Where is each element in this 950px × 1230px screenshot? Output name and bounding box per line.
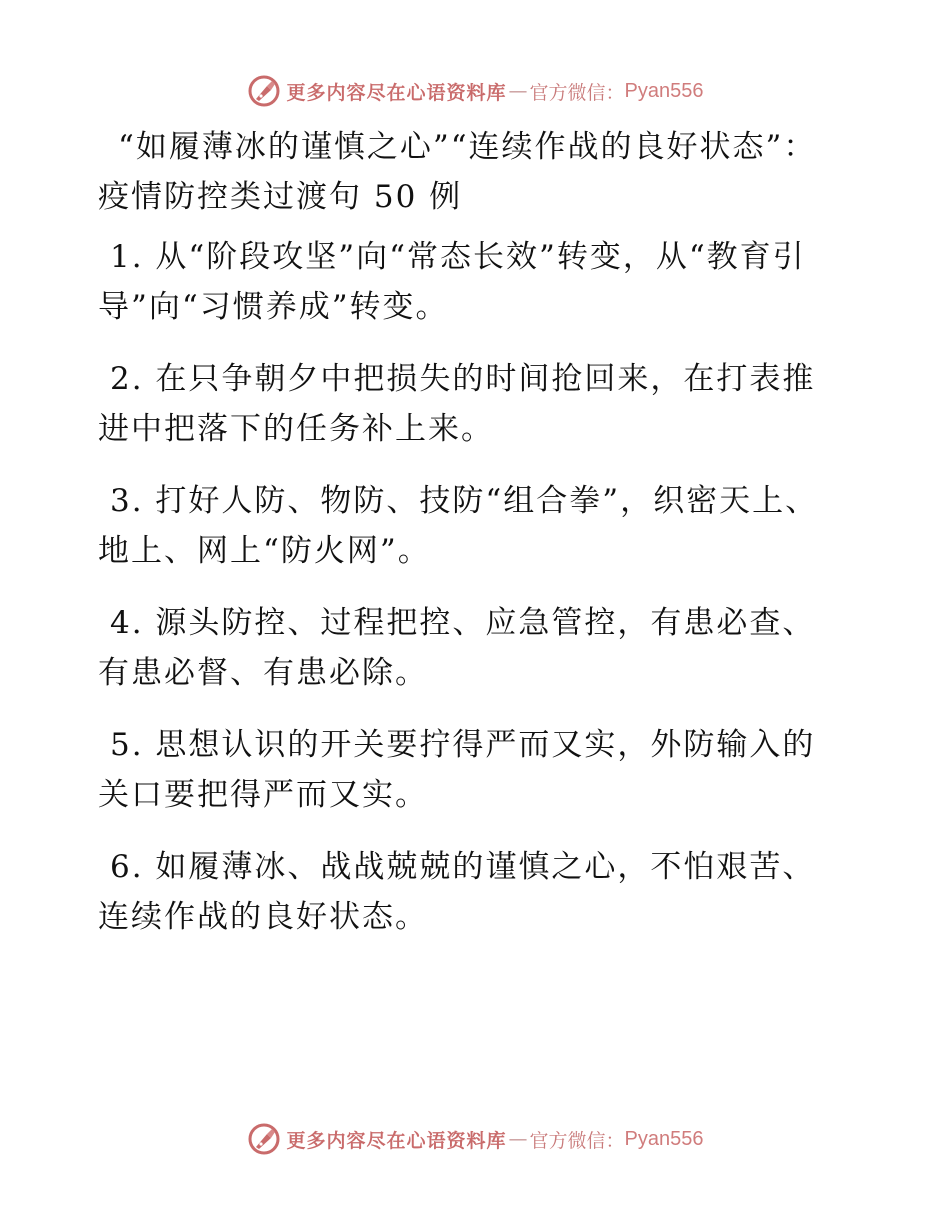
document-body <box>98 122 833 964</box>
list-item: 3. 打好人防、物防、技防“组合拳”，织密天上、地上、网上“防火网”。 <box>98 483 819 569</box>
list-item: 5. 思想认识的开关要拧得严而又实，外防输入的关口要把得严而又实。 <box>98 727 816 813</box>
watermark-wechat-id: Pyan556 <box>624 79 704 102</box>
document-title: “如履薄冰的谨慎之心”“连续作战的良好状态”：疫情防控类过渡句 50 例 <box>98 129 817 215</box>
watermark-dash: — <box>508 1128 528 1150</box>
watermark-wechat-id: Pyan556 <box>624 1127 704 1150</box>
list-item: 2. 在只争朝夕中把损失的时间抢回来，在打表推进中把落下的任务补上来。 <box>98 361 816 447</box>
watermark-slogan: 更多内容尽在心语资料库 <box>286 81 507 104</box>
pen-nib-logo-icon <box>247 1122 281 1156</box>
watermark-official-label: 官方微信： <box>529 1129 625 1152</box>
footer-watermark <box>0 1119 950 1159</box>
list-item: 1. 从“阶段攻坚”向“常态长效”转变，从“教育引导”向“习惯养成”转变。 <box>98 239 806 325</box>
list-item: 4. 源头防控、过程把控、应急管控，有患必查、有患必督、有患必除。 <box>98 605 816 691</box>
pen-nib-logo-icon <box>247 74 281 108</box>
watermark-slogan: 更多内容尽在心语资料库 <box>286 1129 507 1152</box>
watermark-official-label: 官方微信： <box>529 81 625 104</box>
header-watermark <box>0 71 950 111</box>
watermark-dash: — <box>508 80 528 102</box>
list-item: 6. 如履薄冰、战战兢兢的谨慎之心，不怕艰苦、连续作战的良好状态。 <box>98 849 816 935</box>
